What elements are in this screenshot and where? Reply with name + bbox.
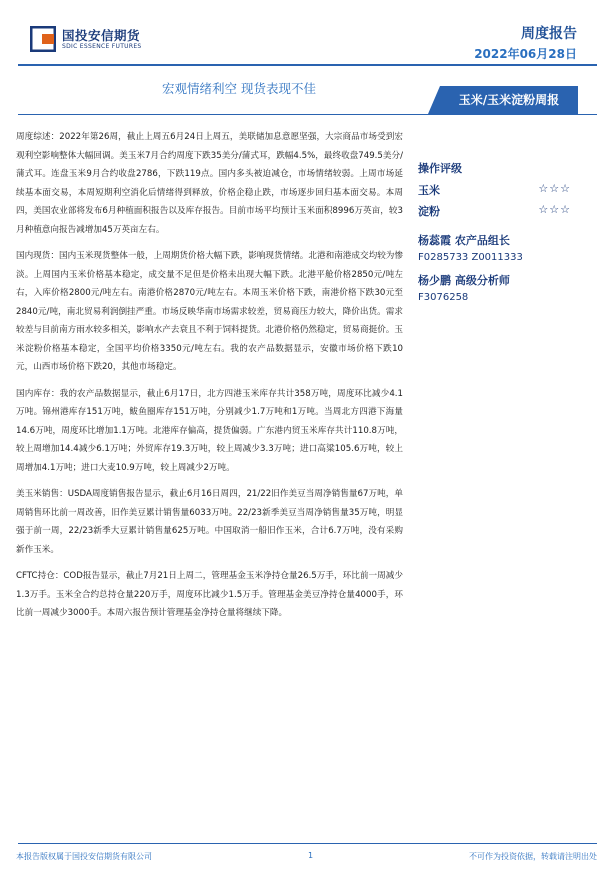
paragraph-us-sales: 美玉米销售：USDA周度销售报告显示，截止6月16日周四，21/22旧作美豆当周净销售量67万吨，单周销售环比前一周改善，旧作美豆累计销售量6033万吨。22/23新季美豆当周净销售量35万吨，明显强于前一周，22/23新季大豆累计销售量625万吨。中国取消一船旧作玉米，合计6.7万吨，没有采购新作玉米。	[16, 489, 403, 555]
rating-stars: ☆☆☆	[538, 203, 571, 216]
paragraph-inventory: 国内库存：我的农产品数据显示，截止6月17日，北方四港玉米库存共计358万吨，周度环比减少4.1万吨。锦州港库存151万吨，鲅鱼圈库存151万吨，分别减少1.7万吨和1万吨。当周北方四港下海量14.6万吨，周度环比增加1.1万吨。北港库存偏高，提货偏弱。广东港内贸玉米库存共计110.8万吨，较上周增加14.4减少6.1万吨；外贸库存19.3万吨，较上周减少3.3万吨；进口高粱105.6万吨，较上周增加4.1万吨；进口大麦10.9万吨，较上周减少2万吨。	[16, 388, 403, 473]
rating-title: 操作评级	[418, 162, 462, 175]
sidebar	[418, 160, 593, 312]
footer-disclaimer: 不可作为投资依据，转载请注明出处	[469, 852, 597, 861]
author-cert: F3076258	[418, 292, 469, 303]
headline: 宏观情绪利空 现货表现不佳	[162, 81, 316, 96]
header-divider	[18, 64, 597, 66]
author-name: 杨少鹏 高级分析师	[418, 274, 510, 287]
paragraph-cftc: CFTC持仓：COD报告显示，截止7月21日上周二，管理基金玉米净持仓量26.5万手，环比前一周减少1.3万手。玉米全合约总持仓量220万手，周度环比减少1.5万手。管理基金美豆净持仓量4000手，环比前一周减少3000手。本周六报告预计管理基金净持仓量将继续下降。	[16, 571, 403, 618]
footer-divider	[18, 843, 597, 844]
company-logo	[30, 24, 190, 56]
rating-row-starch	[418, 203, 593, 224]
report-date: 2022年06月28日	[474, 47, 577, 61]
rating-stars: ☆☆☆	[538, 182, 571, 195]
author-cert: F0285733 Z0011333	[418, 252, 523, 263]
report-type: 周度报告	[521, 26, 577, 42]
page-number: 1	[308, 851, 314, 860]
logo-english-text: SDIC ESSENCE FUTURES	[62, 43, 142, 50]
banner-divider	[18, 114, 597, 115]
report-banner: 玉米/玉米淀粉周报	[440, 86, 578, 114]
paragraph-summary: 周度综述：2022年第26周，截止上周五6月24日上周五，美联储加息意愿坚强，大宗商品市场受到宏观利空影响整体大幅回调。美玉米7月合约周度下跌35美分/蒲式耳，跌幅4.5%，最终收盘749.5美分/蒲式耳。连盘玉米9月合约收盘2786，下跌119点。国内多头被迫减仓，市场情绪较弱。上周市场延续基本面交易，本周短期利空消化后情绪得到释放，价格企稳止跌，市场逐步回归基本面交易。本周四，美国农业部将发布6月种植面积报告以及库存报告。目前市场平均预计玉米面积8996万英亩，较3月种植意向报告减增加45万英亩左右。	[16, 132, 403, 235]
rating-row-corn	[418, 182, 593, 203]
paragraph-spot: 国内现货：国内玉米现货整体一般，上周期货价格大幅下跌，影响现货情绪。北港和南港成交均较为惨淡。上周国内玉米价格基本稳定，成交量不足但是价格未出现大幅下跌。北港平舱价格2850元/吨左右，入库价格2800元/吨左右。南港价格2870元/吨左右。本周玉米价格下跌，南港价格下跌30元至2840元/吨，南北贸易利润倒挂严重。市场反映华南市场需求较差，贸易商压力较大，降价出货。需求较差与目前南方雨水较多相关，影响水产去衰且不利于饲料提货。北港价格仍然稳定，贸易商挺价。玉米淀粉价格基本稳定，全国平均价格3350元/吨左右。我的农产品数据显示，安徽市场价格下跌10元，山西市场价格下跌20，其他市场稳定。	[16, 251, 403, 372]
rating-product: 玉米	[418, 184, 440, 197]
logo-chinese-text: 国投安信期货	[62, 28, 141, 43]
footer-copyright: 本报告版权属于国投安信期货有限公司	[16, 852, 152, 861]
logo-mark-icon	[30, 26, 56, 52]
rating-product: 淀粉	[418, 205, 440, 218]
author-name: 杨蕊霞 农产品组长	[418, 234, 510, 247]
report-body	[16, 128, 403, 631]
